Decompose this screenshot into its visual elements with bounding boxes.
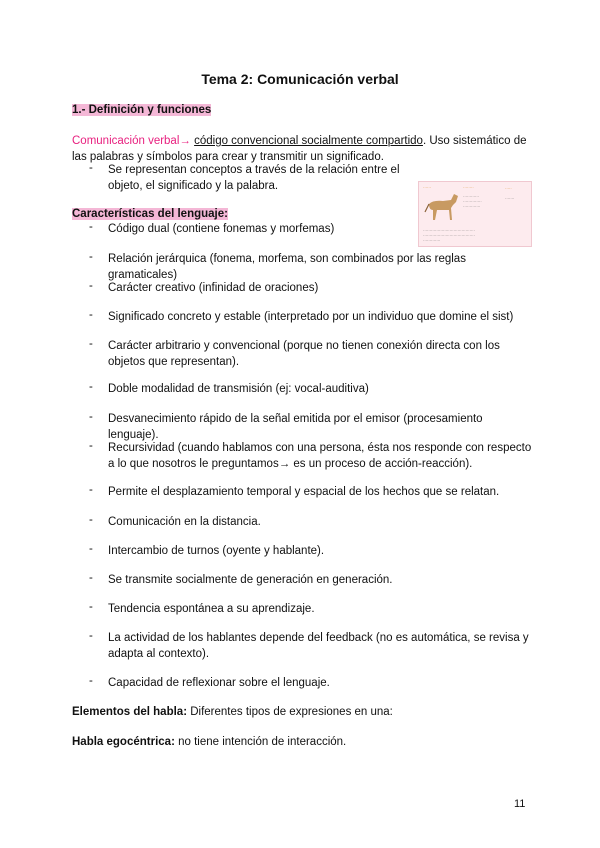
list-item: Doble modalidad de transmisión (ej: vocal-auditiva) bbox=[108, 383, 369, 395]
elementos-label: Elementos del habla: bbox=[72, 706, 188, 718]
habla-text: no tiene intención de interacción. bbox=[174, 736, 347, 748]
bullet-dash: - bbox=[89, 309, 93, 321]
bullet-dash: - bbox=[89, 630, 93, 642]
caracteristicas-heading bbox=[72, 208, 228, 220]
bullet-dash: - bbox=[89, 440, 93, 452]
bullet-dash: - bbox=[89, 251, 93, 263]
list-item: Significado concreto y estable (interpretado por un individuo que domine el sist) bbox=[108, 311, 514, 323]
bullet-dash: - bbox=[89, 162, 93, 174]
list-item: Recursividad (cuando hablamos con una persona, ésta nos responde con respecto a lo que nosotros le preguntamos→ es un proceso de acción-reacción). bbox=[108, 442, 532, 470]
page-title: Tema 2: Comunicación verbal bbox=[201, 71, 399, 87]
list-item: Permite el desplazamiento temporal y espacial de los hechos que se relatan. bbox=[108, 486, 500, 498]
list-item: Se transmite socialmente de generación en generación. bbox=[108, 574, 393, 586]
list-item: Desvanecimiento rápido de la señal emitida por el emisor (procesamiento lenguaje). bbox=[108, 413, 483, 441]
section-heading-text: 1.- Definición y funciones bbox=[72, 104, 212, 116]
elementos-text: Diferentes tipos de expresiones en una: bbox=[187, 706, 393, 718]
comunicacion-term: Comunicación verbal→ bbox=[72, 135, 195, 147]
bullet-dash: - bbox=[89, 572, 93, 584]
list-item: La actividad de los hablantes depende del feedback (no es automática, se revisa y adapta al contexto). bbox=[108, 632, 529, 660]
bullet-dash: - bbox=[89, 514, 93, 526]
comunicacion-line-1 bbox=[72, 135, 527, 147]
list-item: Carácter creativo (infinidad de oraciones) bbox=[108, 282, 319, 294]
bullet-dash: - bbox=[89, 280, 93, 292]
bullet-dash: - bbox=[89, 601, 93, 613]
habla-line bbox=[72, 736, 346, 748]
elementos-line bbox=[72, 706, 393, 718]
comunicacion-definition: código convencional socialmente compartido bbox=[194, 135, 423, 147]
comunicacion-line-2: las palabras y símbolos para crear y transmitir un significado. bbox=[72, 151, 384, 163]
list-item: Capacidad de reflexionar sobre el lenguaje. bbox=[108, 677, 330, 689]
list-item: Tendencia espontánea a su aprendizaje. bbox=[108, 603, 315, 615]
bullet-dash: - bbox=[89, 675, 93, 687]
bullet-dash: - bbox=[89, 381, 93, 393]
list-item: Relación jerárquica (fonema, morfema, son combinados por las reglas gramaticales) bbox=[108, 253, 466, 281]
bullet-dash: - bbox=[89, 484, 93, 496]
list-item: Código dual (contiene fonemas y morfemas) bbox=[108, 223, 335, 235]
comunicacion-rest-1: . Uso sistemático de bbox=[422, 135, 527, 147]
caracteristicas-heading-text: Características del lenguaje: bbox=[72, 208, 228, 220]
list-item: Intercambio de turnos (oyente y hablante). bbox=[108, 545, 325, 557]
concept-bullet-text: Se representan conceptos a través de la relación entre el objeto, el significado y la palabra. bbox=[108, 164, 400, 192]
list-item: Comunicación en la distancia. bbox=[108, 516, 261, 528]
habla-label: Habla egocéntrica: bbox=[72, 736, 175, 748]
page-number: 11 bbox=[514, 798, 526, 810]
bullet-dash: - bbox=[89, 543, 93, 555]
bullet-dash: - bbox=[89, 338, 93, 350]
bullet-dash: - bbox=[89, 411, 93, 423]
list-item: Carácter arbitrario y convencional (porque no tienen conexión directa con los objetos que representan). bbox=[108, 340, 500, 368]
concept-figure: ······ ········ ····· ············ ·············· ············· ······· ······································· ······································· ············· bbox=[418, 181, 532, 247]
horse-illustration-icon bbox=[423, 190, 463, 224]
bullet-dash: - bbox=[89, 221, 93, 233]
section-heading bbox=[72, 104, 211, 116]
